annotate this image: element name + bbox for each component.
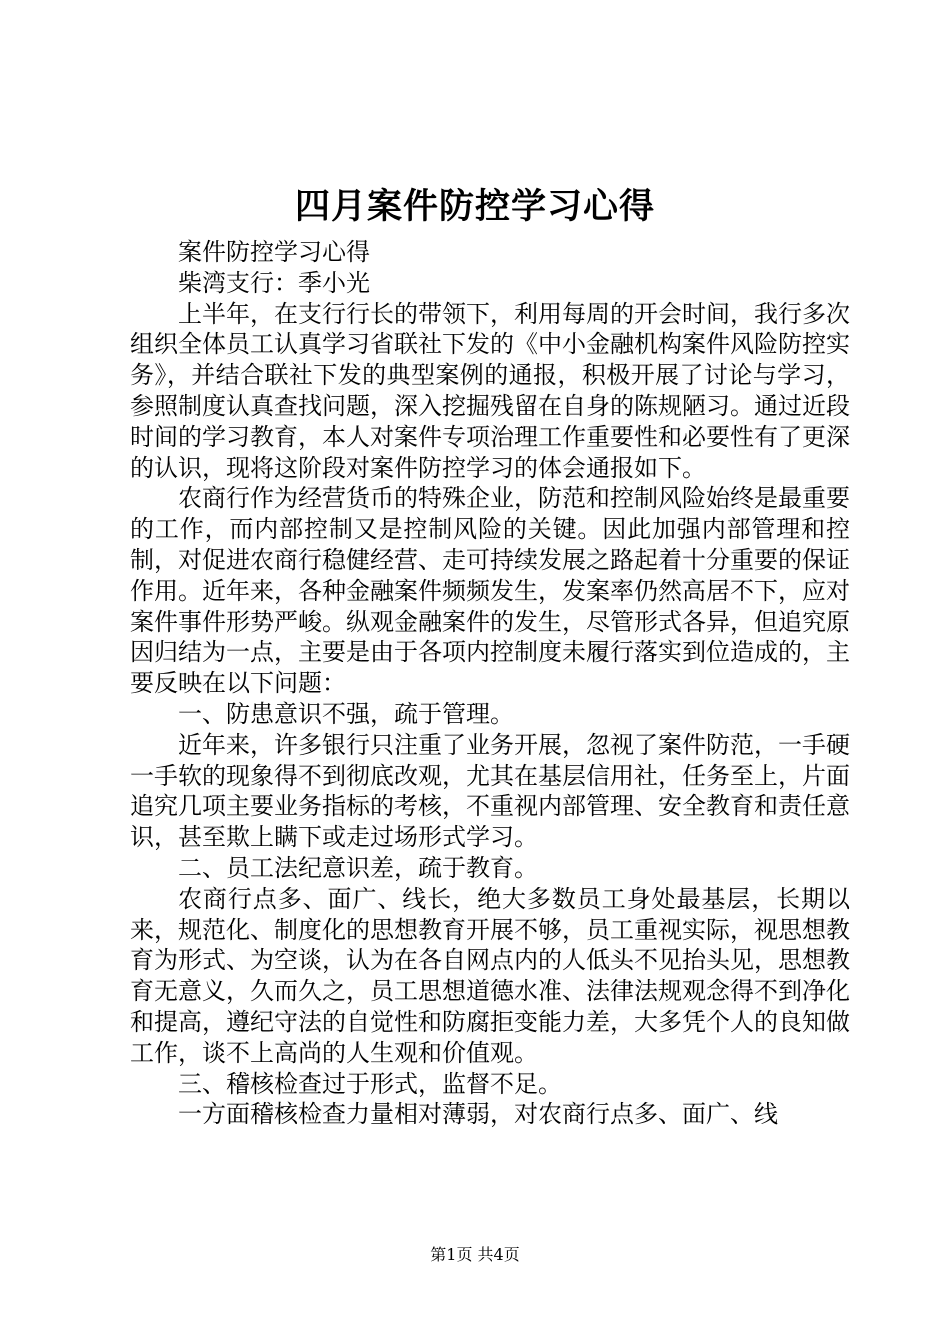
section-heading-3: 三、稽核检查过于形式，监督不足。 [178, 1069, 562, 1098]
section-heading-1: 一、防患意识不强，疏于管理。 [178, 699, 514, 728]
document-title: 四月案件防控学习心得 [294, 186, 655, 227]
paragraph-section-1: 近年来，许多银行只注重了业务开展，忽视了案件防范，一手硬一手软的现象得不到彻底改观，尤其在基层信用社，任务至上，片面追究几项主要业务指标的考核，不重视内部管理、安全教育和责任意识，甚至欺上瞒下或走过场形式学习。 [130, 730, 850, 852]
section-heading-2: 二、员工法纪意识差，疏于教育。 [178, 853, 538, 882]
paragraph-section-3: 一方面稽核检查力量相对薄弱，对农商行点多、面广、线 [178, 1100, 778, 1129]
page-footer: 第1页 共4页 [430, 1245, 520, 1264]
document-body [130, 237, 850, 1130]
paragraph-intro: 上半年，在支行行长的带领下，利用每周的开会时间，我行多次组织全体员工认真学习省联社下发的《中小金融机构案件风险防控实务》，并结合联社下发的典型案例的通报，积极开展了讨论与学习，参照制度认真查找问题，深入挖掘残留在自身的陈规陋习。通过近段时间的学习教育，本人对案件专项治理工作重要性和必要性有了更深的认识，现将这阶段对案件防控学习的体会通报如下。 [130, 299, 850, 482]
paragraph-section-2: 农商行点多、面广、线长，绝大多数员工身处最基层，长期以来，规范化、制度化的思想教育开展不够，员工重视实际，视思想教育为形式、为空谈，认为在各自网点内的人低头不见抬头见，思想教育无意义，久而久之，员工思想道德水准、法律法规观念得不到净化和提高，遵纪守法的自觉性和防腐拒变能力差，大多凭个人的良知做工作，谈不上高尚的人生观和价值观。 [130, 884, 850, 1067]
paragraph-subtitle: 案件防控学习心得 [178, 238, 370, 266]
paragraph-author: 柴湾支行：季小光 [178, 268, 370, 297]
paragraph-background: 农商行作为经营货币的特殊企业，防范和控制风险始终是最重要的工作，而内部控制又是控制风险的关键。因此加强内部管理和控制，对促进农商行稳健经营、走可持续发展之路起着十分重要的保证作用。近年来，各种金融案件频频发生，发案率仍然高居不下，应对案件事件形势严峻。纵观金融案件的发生，尽管形式各异，但追究原因归结为一点，主要是由于各项内控制度未履行落实到位造成的，主要反映在以下问题： [130, 484, 850, 698]
